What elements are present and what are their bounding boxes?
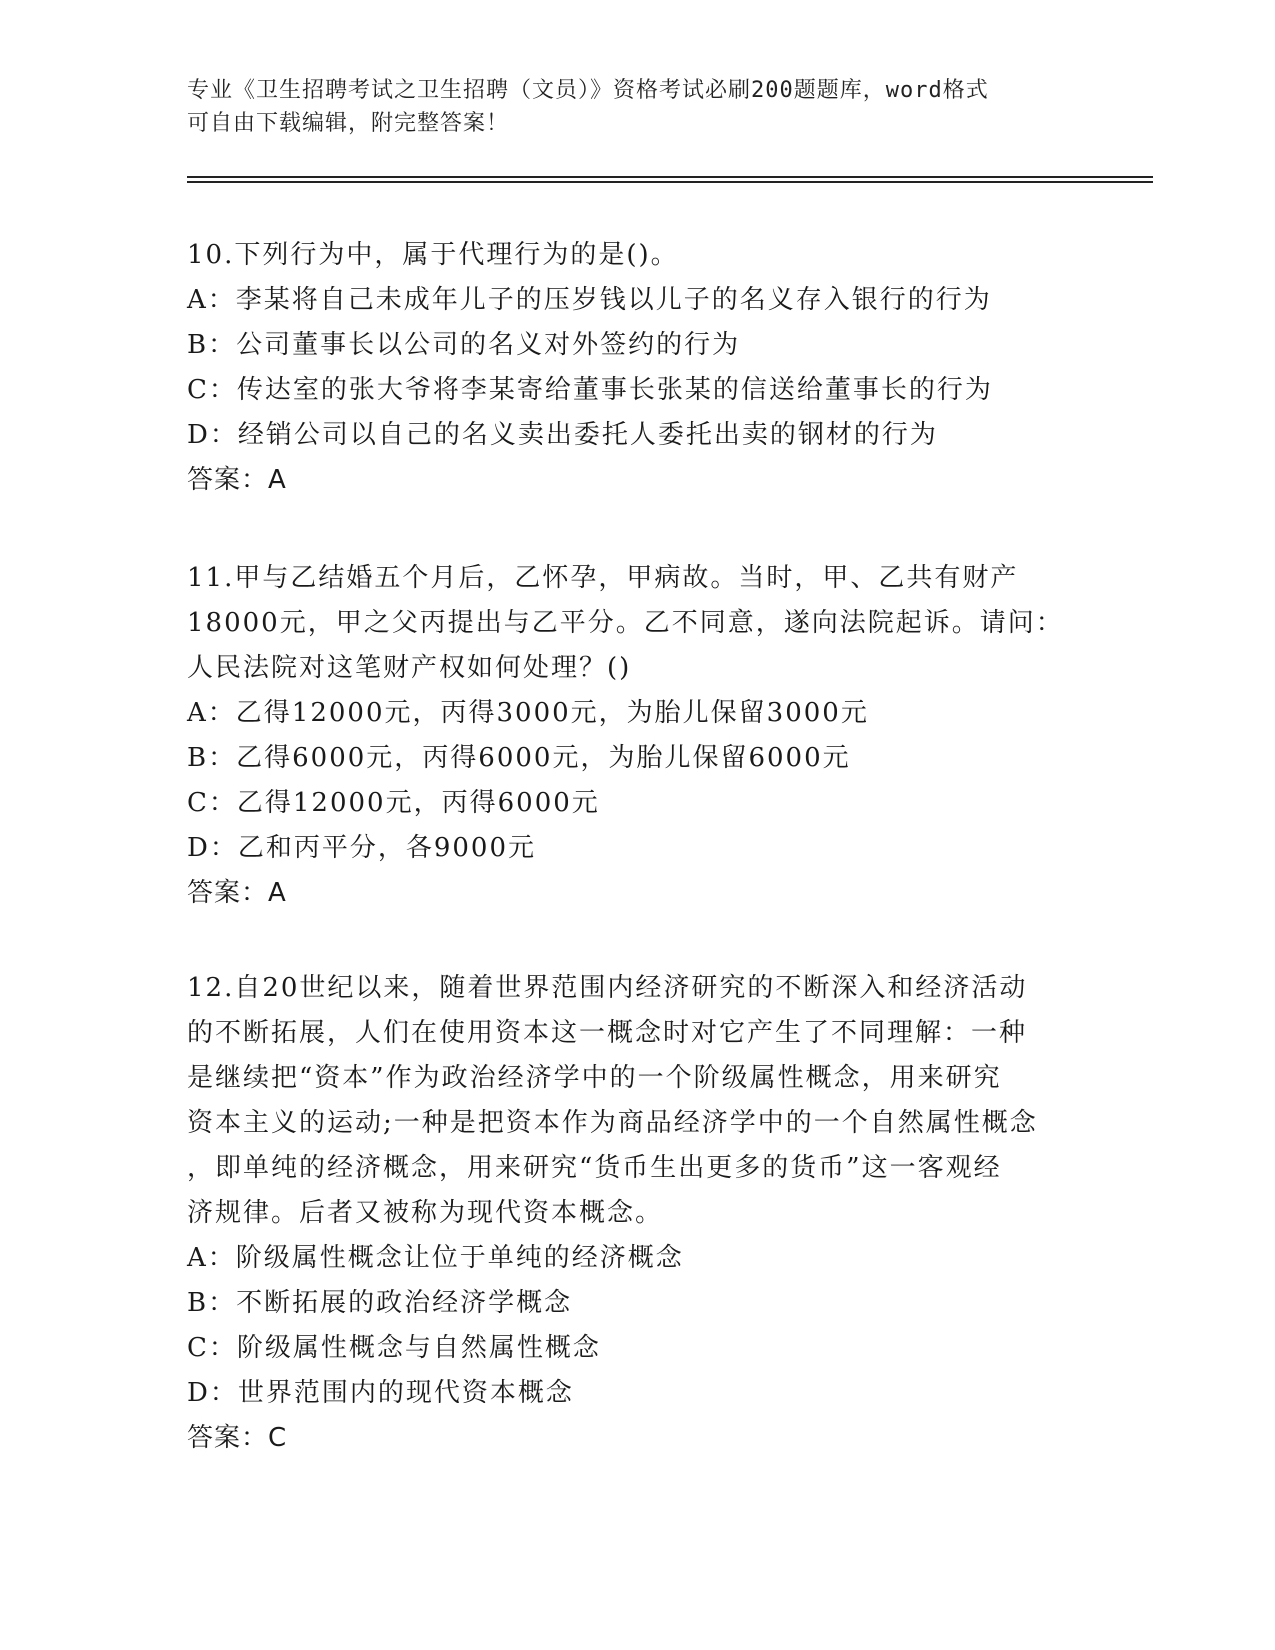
stem-line: 12.自20世纪以来，随着世界范围内经济研究的不断深入和经济活动 <box>187 973 1028 1003</box>
stem-line: 资本主义的运动;一种是把资本作为商品经济学中的一个自然属性概念 <box>187 1108 1038 1138</box>
stem-line: 人民法院对这笔财产权如何处理？() <box>187 653 632 683</box>
option-c: C：乙得12000元，丙得6000元 <box>187 788 600 818</box>
option-b: B：公司董事长以公司的名义对外签约的行为 <box>187 330 741 360</box>
option-c: C：传达室的张大爷将李某寄给董事长张某的信送给董事长的行为 <box>187 375 993 405</box>
stem-line: 11.甲与乙结婚五个月后，乙怀孕，甲病故。当时，甲、乙共有财产 <box>187 563 1019 593</box>
document-header <box>187 74 1077 140</box>
question-11 <box>187 556 1077 916</box>
question-stem <box>187 556 1077 691</box>
header-divider-bottom <box>187 181 1153 183</box>
stem-line: ，即单纯的经济概念，用来研究“货币生出更多的货币”这一客观经 <box>187 1153 1002 1183</box>
header-title-line-1: 专业《卫生招聘考试之卫生招聘（文员）》资格考试必刷200题题库，word格式 <box>187 78 989 103</box>
stem-line: 18000元，甲之父丙提出与乙平分。乙不同意，遂向法院起诉。请问： <box>187 608 1064 638</box>
option-a: A：阶级属性概念让位于单纯的经济概念 <box>187 1243 684 1273</box>
answer: 答案：C <box>187 1423 288 1453</box>
question-stem <box>187 233 1077 278</box>
option-d: D：世界范围内的现代资本概念 <box>187 1378 574 1408</box>
answer: 答案：A <box>187 465 287 495</box>
option-b: B：不断拓展的政治经济学概念 <box>187 1288 573 1318</box>
option-d: D：乙和丙平分，各9000元 <box>187 833 537 863</box>
option-d: D：经销公司以自己的名义卖出委托人委托出卖的钢材的行为 <box>187 420 938 450</box>
question-stem <box>187 966 1077 1236</box>
option-c: C：阶级属性概念与自然属性概念 <box>187 1333 601 1363</box>
question-12 <box>187 966 1077 1461</box>
answer: 答案：A <box>187 878 287 908</box>
stem-line: 济规律。后者又被称为现代资本概念。 <box>187 1198 664 1228</box>
header-divider-top <box>187 176 1153 178</box>
stem-line: 10.下列行为中，属于代理行为的是()。 <box>187 240 679 270</box>
stem-line: 的不断拓展，人们在使用资本这一概念时对它产生了不同理解：一种 <box>187 1018 1028 1048</box>
question-10 <box>187 233 1077 503</box>
option-a: A：李某将自己未成年儿子的压岁钱以儿子的名义存入银行的行为 <box>187 285 992 315</box>
option-b: B：乙得6000元，丙得6000元，为胎儿保留6000元 <box>187 743 851 773</box>
header-title-line-2: 可自由下载编辑，附完整答案！ <box>187 111 510 136</box>
stem-line: 是继续把“资本”作为政治经济学中的一个阶级属性概念，用来研究 <box>187 1063 1002 1093</box>
option-a: A：乙得12000元，丙得3000元，为胎儿保留3000元 <box>187 698 869 728</box>
